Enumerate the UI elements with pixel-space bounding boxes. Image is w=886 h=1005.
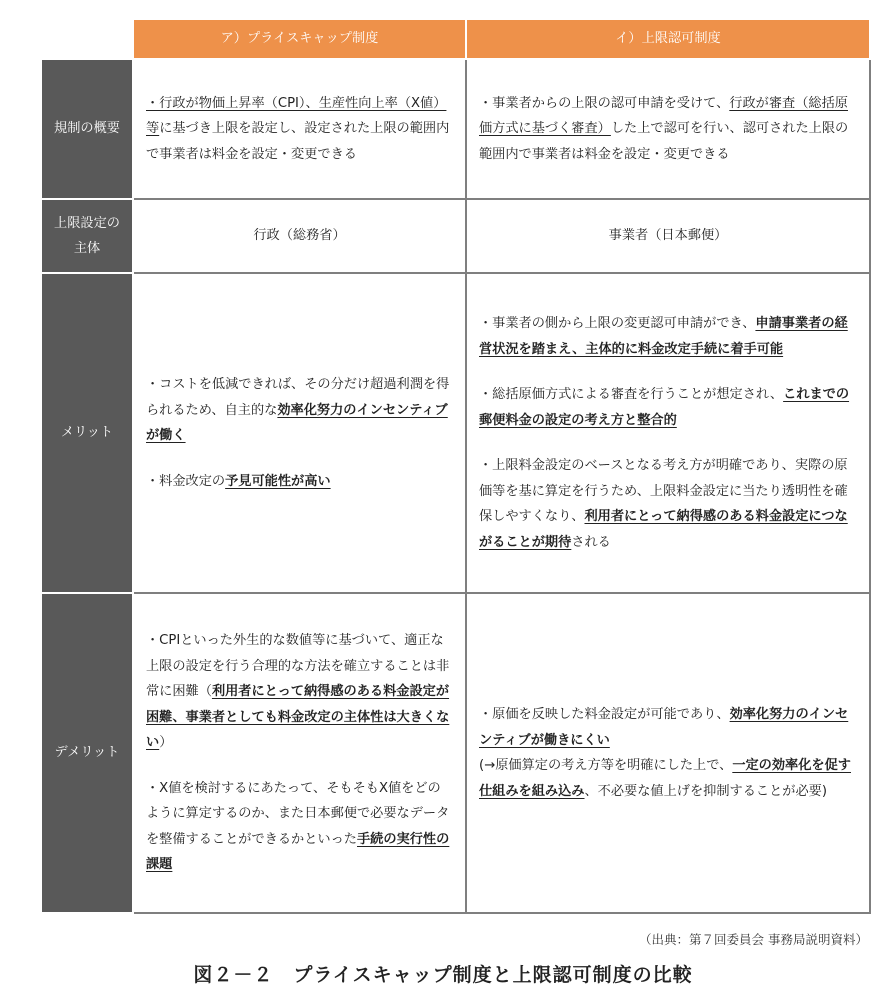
- underlined-text: 利用者にとって納得感のある料金設定につながることが期待: [479, 509, 848, 550]
- demerit-b-item-2: [479, 753, 857, 804]
- table-row-demerit: [41, 593, 870, 913]
- table-row-overview: [41, 59, 870, 199]
- underlined-text: 利用者にとって納得感のある料金設定が困難、事業者としても料金改定の主体性は大きくない: [146, 684, 450, 751]
- merit-b-item-1: [479, 311, 857, 362]
- cell-text: 、不必要な値上げを抑制することが必要): [584, 783, 828, 799]
- underlined-text: 一定の効率化を促す仕組みを組み込み: [479, 758, 851, 799]
- merit-b-item-2: [479, 382, 857, 433]
- cell-text: ）: [159, 735, 173, 751]
- cell-merit-price-cap: [133, 273, 466, 593]
- underlined-text: 効率化努力のインセンティブが働きにくい: [479, 707, 849, 748]
- underlined-text: 予見可能性が高い: [225, 473, 331, 489]
- underlined-text: ・行政が物価上昇率（CPI）、生産性向上率（X値）等: [146, 95, 447, 137]
- underlined-text: 申請事業者の経営状況を踏まえ、主体的に料金改定手続に着手可能: [479, 316, 848, 357]
- column-header-cap-approval: イ）上限認可制度: [466, 19, 870, 59]
- merit-a-item-1: [146, 372, 453, 449]
- cell-setter-price-cap: 行政（総務省）: [133, 199, 466, 273]
- cell-text: に基づき上限を設定し、設定された上限の範囲内で事業者は料金を設定・変更できる: [146, 121, 450, 162]
- table-row-merit: [41, 273, 870, 593]
- cell-merit-cap-approval: [466, 273, 870, 593]
- corner-blank: [41, 19, 133, 59]
- cell-text: ・事業者からの上限の認可申請を受けて、: [479, 95, 730, 111]
- underlined-text: これまでの郵便料金の設定の考え方と整合的: [479, 387, 850, 428]
- row-header-setter: 上限設定の主体: [41, 199, 133, 273]
- cell-text: ・X値を検討するにあたって、そもそもX値をどのように算定するのか、また日本郵便で必要なデータを整備することができるかといった: [146, 780, 450, 847]
- underlined-text: 効率化努力のインセンティブが働く: [146, 402, 448, 443]
- figure-caption: 図２－２ プライスキャップ制度と上限認可制度の比較: [193, 964, 693, 986]
- cell-text: ・料金改定の: [146, 473, 226, 489]
- cell-text: (→原価算定の考え方等を明確にした上で、: [479, 758, 733, 773]
- demerit-a-item-2: [146, 776, 453, 878]
- merit-b-item-3: [479, 453, 857, 555]
- source-note: （出典：第７回委員会 事務局説明資料）: [639, 932, 868, 947]
- cell-text: ・事業者の側から上限の変更認可申請ができ、: [479, 316, 756, 331]
- merit-a-item-2: [146, 469, 453, 495]
- cell-text: される: [571, 534, 611, 550]
- row-header-demerit: デメリット: [41, 593, 133, 913]
- cell-demerit-price-cap: [133, 593, 466, 913]
- row-header-overview: 規制の概要: [41, 59, 133, 199]
- cell-text: した上で認可を行い、認可された上限の範囲内で事業者は料金を設定・変更できる: [479, 121, 849, 162]
- table-row-setter: [41, 199, 870, 273]
- comparison-table: [40, 18, 871, 914]
- column-header-price-cap: ア）プライスキャップ制度: [133, 19, 466, 59]
- cell-text: ・コストを低減できれば、その分だけ超過利潤を得られるため、自主的な: [146, 377, 450, 418]
- underlined-text: 行政が審査（総括原価方式に基づく審査）: [479, 95, 848, 137]
- cell-text: ・原価を反映した料金設定が可能であり、: [479, 707, 730, 722]
- underlined-text: 手続の実行性の課題: [146, 831, 450, 873]
- row-header-merit: メリット: [41, 273, 133, 593]
- cell-demerit-cap-approval: [466, 593, 870, 913]
- cell-overview-price-cap: [133, 59, 466, 199]
- cell-text: ・CPIといった外生的な数値等に基づいて、適正な上限の設定を行う合理的な方法を確立することは非常に困難（: [146, 633, 450, 700]
- cell-overview-cap-approval: [466, 59, 870, 199]
- cell-text: ・上限料金設定のベースとなる考え方が明確であり、実際の原価等を基に算定を行うため、上限料金設定に当たり透明性を確保しやすくなり、: [479, 458, 848, 524]
- cell-setter-cap-approval: 事業者（日本郵便）: [466, 199, 870, 273]
- cell-text: ・総括原価方式による審査を行うことが想定され、: [479, 387, 784, 402]
- demerit-b-item-1: [479, 702, 857, 753]
- demerit-a-item-1: [146, 628, 453, 756]
